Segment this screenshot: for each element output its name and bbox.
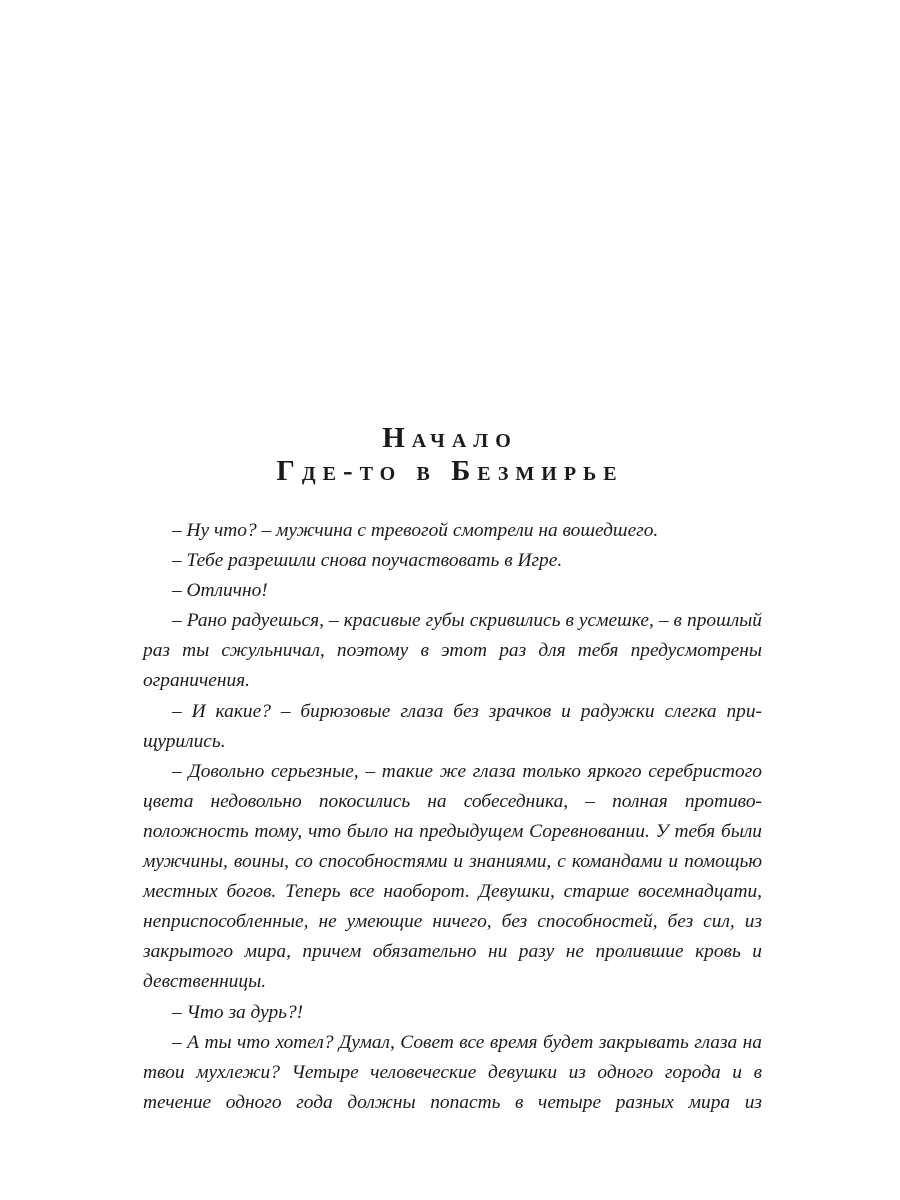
paragraph: – И какие? – бирюзовые глаза без зрачков и радужки слегка прищурились.: [143, 700, 762, 752]
paragraph: – Ну что? – мужчина с тревогой смотрели на вошедшего.: [172, 520, 659, 541]
paragraph: – Рано радуешься, – красивые губы скривились в усмешке, – в прошлый раз ты сжульничал, поэтому в этот раз для тебя предусмотрены ограничения.: [143, 610, 762, 692]
paragraph: – Довольно серьезные, – такие же глаза только яркого серебристого цвета недовольно покосились на собеседника, – полная противоположность тому, что было на предыдущем Соревновании. У тебя были мужчины, воины, со способностями и знаниями, с командами и помощью местных богов. Теперь все наоборот. Девушки, старше восемнадцати, неприспособленные, не умеющие ничего, без способностей, без сил, из закрытого мира, причем обязательно ни разу не пролившие кровь и девственницы.: [143, 760, 762, 993]
paragraph: – А ты что хотел? Думал, Совет все время будет закрывать глаза на твои мухлежи? Четыре человеческие девушки из одного города и в течение одного года должны попасть в четыре разных мира из: [143, 1031, 762, 1113]
chapter-title: Начало: [382, 422, 518, 454]
paragraph: – Отлично!: [172, 580, 268, 602]
chapter-subtitle: Где-то в Безмирье: [276, 455, 624, 487]
chapter-body: [143, 516, 762, 1118]
paragraph: – Что за дурь?!: [172, 1001, 304, 1023]
paragraph: – Тебе разрешили снова поучаствовать в Игре.: [172, 550, 563, 572]
